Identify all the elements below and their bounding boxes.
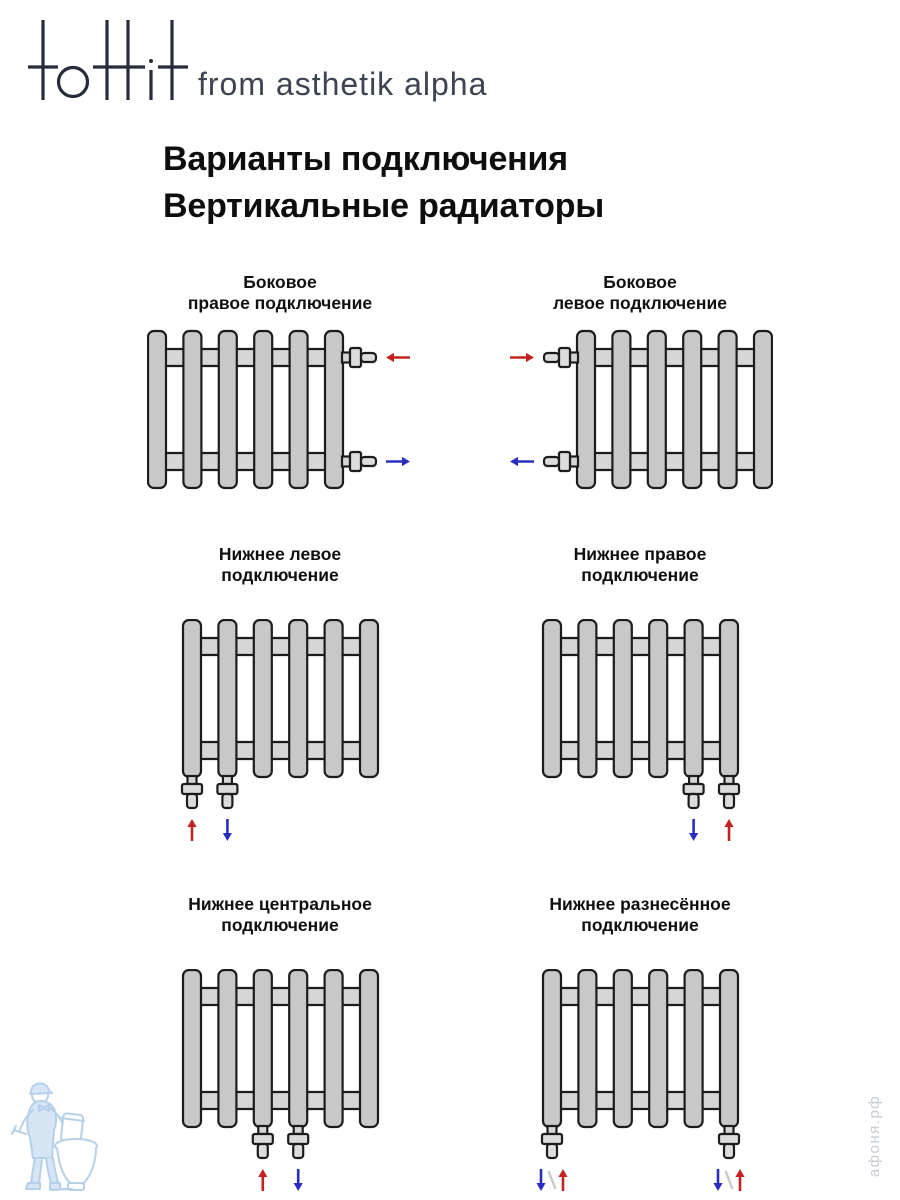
radiator-section <box>254 331 272 488</box>
valve-nut <box>350 348 361 367</box>
valve-pipe <box>724 1144 734 1158</box>
radiator-section <box>360 620 378 777</box>
radiator-section <box>324 970 342 1127</box>
return-arrow-icon <box>293 1183 302 1191</box>
radiator-section <box>218 970 236 1127</box>
valve-stub <box>570 457 578 467</box>
site-watermark-text: афоня.рф <box>866 1094 883 1178</box>
radiator-diagram-bottom-spread <box>508 969 773 1192</box>
manifold-bar <box>150 453 341 470</box>
valve-pipe <box>724 794 734 808</box>
valve-pipe <box>688 794 698 808</box>
supply-arrow-icon <box>735 1169 744 1177</box>
diagram-label: Боковое левое подключение <box>553 272 727 313</box>
or-slash-icon <box>725 1171 732 1189</box>
radiator-diagram-bottom-left <box>148 619 413 842</box>
radiator-diagram-bottom-center <box>148 969 413 1192</box>
radiator-section <box>183 620 201 777</box>
diagram-cell-side-left <box>470 266 810 490</box>
radiator-section <box>325 331 343 488</box>
valve-pipe <box>293 1144 303 1158</box>
radiator-section <box>543 970 561 1127</box>
valve-stub <box>342 457 350 467</box>
radiator-section <box>612 331 630 488</box>
diagram-label: Нижнее левое подключение <box>218 544 342 585</box>
supply-arrow-icon <box>526 353 534 362</box>
page-title-line1: Варианты подключения <box>163 140 568 178</box>
manifold-bar <box>545 742 736 759</box>
valve-pipe <box>544 457 559 466</box>
valve-pipe <box>547 1144 557 1158</box>
valve-nut <box>288 1134 308 1144</box>
manifold-bar <box>150 349 341 366</box>
radiator-section <box>754 331 772 488</box>
diagram-label: Нижнее правое подключение <box>573 544 707 585</box>
valve-pipe <box>187 794 197 808</box>
i-dot <box>149 59 153 63</box>
supply-arrow-icon <box>724 819 733 827</box>
radiator-section <box>219 331 237 488</box>
radiator-section <box>649 970 667 1127</box>
diagram-cell-bottom-right <box>470 538 810 842</box>
page-title-line2: Вертикальные радиаторы <box>163 187 605 225</box>
manifold-bar <box>579 453 770 470</box>
valve-nut <box>719 784 739 794</box>
valve-pipe <box>222 794 232 808</box>
supply-arrow-icon <box>187 819 196 827</box>
radiator-section <box>720 620 738 777</box>
valve-stub <box>187 776 196 784</box>
radiator-section <box>684 970 702 1127</box>
supply-arrow-icon <box>386 353 394 362</box>
radiator-diagram-bottom-right <box>508 619 773 842</box>
valve-stub <box>570 353 578 363</box>
supply-arrow-icon <box>258 1169 267 1177</box>
radiator-diagram-side-left <box>507 329 773 490</box>
radiator-section <box>577 331 595 488</box>
radiator-section <box>613 970 631 1127</box>
radiator-section <box>183 970 201 1127</box>
radiator-section <box>649 620 667 777</box>
return-arrow-icon <box>713 1183 722 1191</box>
radiator-section <box>578 620 596 777</box>
valve-stub <box>342 353 350 363</box>
valve-nut <box>559 452 570 471</box>
or-slash-icon <box>548 1171 555 1189</box>
supply-arrow-icon <box>558 1169 567 1177</box>
radiator-section <box>183 331 201 488</box>
manifold-bar <box>185 988 376 1005</box>
valve-pipe <box>257 1144 267 1158</box>
radiator-section <box>543 620 561 777</box>
radiator-section <box>360 970 378 1127</box>
brand-tagline: from asthetik alpha <box>198 66 488 102</box>
diagram-cell-bottom-left <box>110 538 450 842</box>
manifold-bar <box>185 742 376 759</box>
valve-stub <box>724 776 733 784</box>
diagram-label: Боковое правое подключение <box>187 272 373 313</box>
valve-nut <box>559 348 570 367</box>
radiator-section <box>720 970 738 1127</box>
diagram-cell-side-right <box>110 266 450 490</box>
manifold-bar <box>545 638 736 655</box>
valve-pipe <box>544 353 559 362</box>
diagram-cell-bottom-spread <box>470 888 810 1192</box>
valve-stub <box>724 1126 733 1134</box>
manifold-bar <box>545 1092 736 1109</box>
valve-nut <box>350 452 361 471</box>
manifold-bar <box>545 988 736 1005</box>
valve-pipe <box>361 457 376 466</box>
plumber-toilet-watermark-icon <box>6 1078 106 1200</box>
return-arrow-icon <box>402 457 410 466</box>
valve-nut <box>542 1134 562 1144</box>
valve-nut <box>217 784 237 794</box>
manifold-bar <box>185 1092 376 1109</box>
manifold-bar <box>185 638 376 655</box>
radiator-section <box>719 331 737 488</box>
diagram-cell-bottom-center <box>110 888 450 1192</box>
valve-stub <box>547 1126 556 1134</box>
return-arrow-icon <box>510 457 518 466</box>
valve-nut <box>182 784 202 794</box>
radiator-section <box>253 620 271 777</box>
radiator-section <box>648 331 666 488</box>
return-arrow-icon <box>536 1183 545 1191</box>
valve-nut <box>719 1134 739 1144</box>
radiator-section <box>613 620 631 777</box>
radiator-section <box>253 970 271 1127</box>
valve-stub <box>689 776 698 784</box>
valve-stub <box>293 1126 302 1134</box>
diagram-label: Нижнее центральное подключение <box>188 894 372 935</box>
page-title <box>163 136 604 230</box>
diagram-label: Нижнее разнесённое подключение <box>549 894 731 935</box>
manifold-bar <box>579 349 770 366</box>
radiator-section <box>290 331 308 488</box>
radiator-section <box>683 331 701 488</box>
radiator-section <box>684 620 702 777</box>
valve-stub <box>258 1126 267 1134</box>
valve-pipe <box>361 353 376 362</box>
return-arrow-icon <box>222 833 231 841</box>
radiator-diagram-side-right <box>147 329 413 490</box>
radiator-section <box>324 620 342 777</box>
valve-stub <box>222 776 231 784</box>
radiator-section <box>289 620 307 777</box>
radiator-section <box>289 970 307 1127</box>
radiator-section <box>218 620 236 777</box>
return-arrow-icon <box>689 833 698 841</box>
valve-nut <box>252 1134 272 1144</box>
tottit-logo <box>28 16 193 104</box>
radiator-section <box>578 970 596 1127</box>
radiator-section <box>148 331 166 488</box>
valve-nut <box>683 784 703 794</box>
